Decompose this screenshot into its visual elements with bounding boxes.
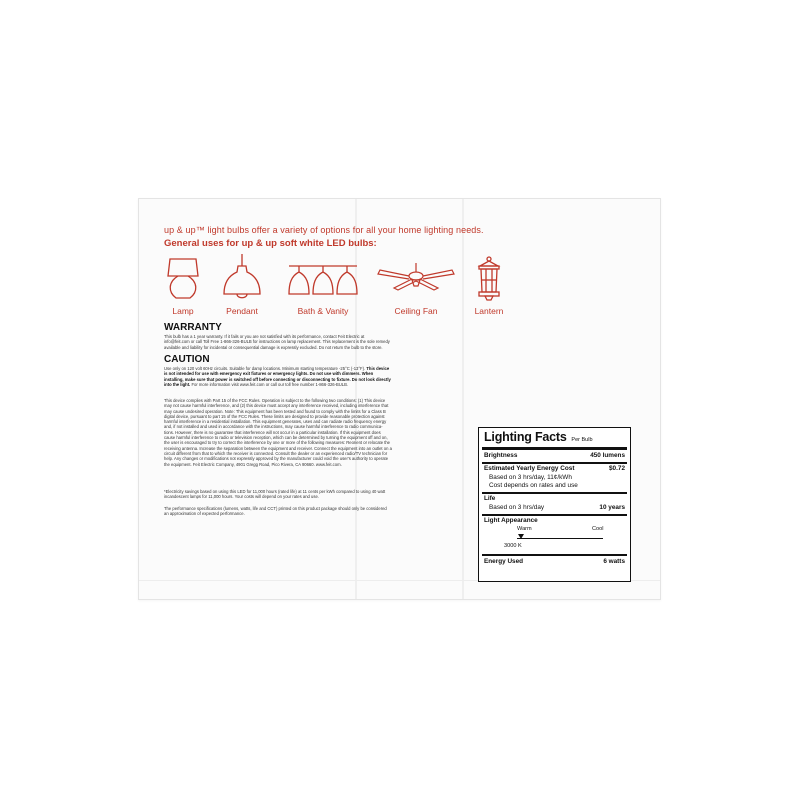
fcc-line: circuit different from that to which the receiver is connected. Consult the dealer or an experienced radio/TV technician for [164,450,388,456]
energy-used-value: 6 watts [603,558,625,565]
use-label-lamp: Lamp [172,306,194,316]
warranty-text [164,334,464,350]
light-appearance-label: Light Appearance [484,517,538,524]
divider [482,492,627,494]
life-basis: Based on 3 hrs/day [489,504,545,511]
divider [482,462,627,464]
fcc-line: may not cause harmful interference, and (2) this device must accept any interference received, including interference that [164,403,389,409]
brightness-label: Brightness [484,452,518,459]
caution-text [164,366,464,387]
energy-used-row [484,558,625,565]
appearance-marker-icon [518,534,524,539]
warranty-line: available and liability for incidental or consequential damage is expressly excluded. Do not return the bulb to the store. [164,344,383,350]
divider [482,447,627,450]
fcc-line: and, if not installed and used in accordance with the instructions, may cause harmful interference to radio communica- [164,424,383,430]
caution-line: into the light. For more information visit www.feit.com or call our toll free number 1-866-326-BULB. [164,381,349,387]
divider [482,554,627,556]
savings-footnote [164,489,464,500]
fcc-line: This device complies with Part 15 of the FCC Rules. Operation is subject to the following two conditions: (1) This device [164,398,386,403]
warranty-line: This bulb has a 1 year warranty. If it fails or you are not satisfied with its performance, contact Feit Electric at [164,334,365,339]
brightness-row [484,452,625,459]
lamp-icon [166,258,200,300]
performance-line: an approximation of expected performance. [164,511,245,517]
fcc-line: may cause undesired operation. Note: This equipment has been tested and found to comply with the limits for a Class B [164,408,386,414]
fcc-line: the equipment. Feit Electric Company, 4901 Gregg Road, Pico Rivera, CA 90660. www.feit.com. [164,461,342,467]
fcc-line: harmful interference in a residential installation. This equipment generates, uses and can radiate radio frequency energy [164,419,387,425]
fcc-line: the user is encouraged to try to correct the interference by one or more of the following measures: Reorient or relocate the [164,440,391,446]
lighting-facts-label [478,427,631,582]
fcc-statement [164,398,464,467]
appearance-scale [517,536,603,541]
energy-used-label: Energy Used [484,558,524,565]
appearance-scale-line [517,538,603,539]
ceiling-fan-icon [376,262,456,292]
use-label-pendant: Pendant [226,306,258,316]
intro-text: up & up™ light bulbs offer a variety of options for all your home lighting needs. [164,225,484,235]
fcc-line: tions. However, there is no guarantee that interference will not occur in a particular installation. If this equipment does [164,429,381,435]
caution-heading: CAUTION [164,354,210,365]
use-label-ceiling-fan: Ceiling Fan [394,306,438,316]
life-label: Life [484,495,496,502]
footnote-line: *Electricity savings based on using this LED for 11,000 hours (rated life) at 11 cents per kWh compared to using 40 watt [164,489,386,494]
use-label-lantern: Lantern [474,306,504,316]
pendant-icon [222,254,262,300]
use-label-bath-vanity: Bath & Vanity [297,306,349,316]
caution-line: Use only on 120 volt 60Hz circuits. Suitable for damp locations. Minimum starting temperature -25°C (-13°F). This device [164,366,390,371]
uses-heading: General uses for up & up soft white LED bulbs: [164,238,377,249]
per-bulb-label: Per Bulb [571,437,593,443]
performance-note [164,506,464,517]
lighting-facts-header [484,430,625,446]
footnote-line: incandescent lamps for 11,000 hours. Your costs will depend on your rates and use. [164,494,319,500]
caution-line: is not intended for use with emergency exit fixtures or emergency lights. Do not use with dimmers. When [164,371,374,377]
lantern-icon [474,256,504,302]
fcc-line: digital device, pursuant to part 15 of the FCC Rules. These limits are designed to provide reasonable protection against [164,413,385,419]
fcc-line: receiving antenna. Increase the separation between the equipment and receiver. Connect the equipment into an outlet on a [164,445,392,451]
cool-label: Cool [592,526,604,532]
warranty-heading: WARRANTY [164,322,222,333]
energy-cost-value: $0.72 [609,465,625,472]
performance-line: The performance specifications (lumens, watts, life and CCT) printed on this product package should only be considered [164,506,387,511]
life-value: 10 years [599,504,625,511]
fcc-line: help. Any changes or modifications not expressly approved by the manufacturer could void the user's authority to operate [164,456,389,462]
energy-cost-row [484,465,625,472]
energy-cost-label: Estimated Yearly Energy Cost [484,465,575,472]
energy-cost-basis: Based on 3 hrs/day, 11¢/kWh [489,474,572,481]
divider [482,514,627,516]
warm-label: Warm [517,526,532,532]
brightness-value: 450 lumens [590,452,625,459]
life-row [489,504,625,511]
energy-cost-note: Cost depends on rates and use [489,482,578,489]
lighting-facts-title: Lighting Facts [484,430,567,444]
color-temperature: 3000 K [504,543,522,549]
fcc-line: cause harmful interference to radio or television reception, which can be determined by turning the equipment off and on, [164,435,388,441]
caution-line: installing, make sure that power is switched off before connecting or disconnecting to fixture. Do not look directly [164,376,391,382]
warranty-line: info@feit.com or call Toll Free 1-866-326-BULB for instructions on lamp replacement. This replacement is the sole remedy [164,339,390,345]
vanity-light-icon [287,262,359,300]
